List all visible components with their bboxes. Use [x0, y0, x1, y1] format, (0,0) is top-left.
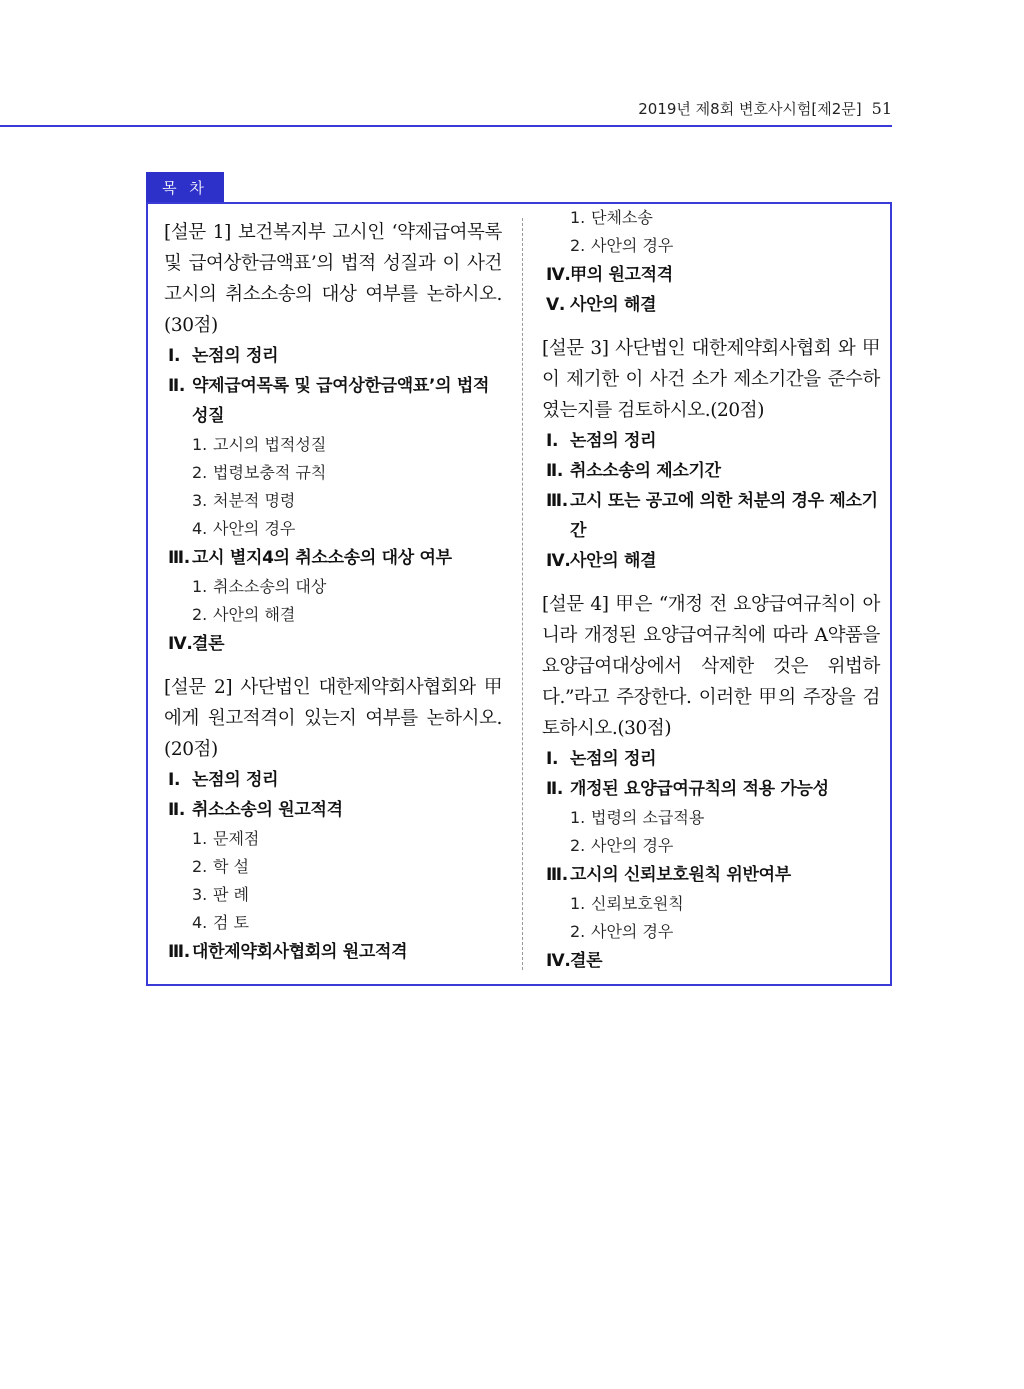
running-header — [0, 98, 892, 119]
toc-number: Ⅲ. — [168, 548, 190, 568]
toc-number: 1. — [192, 577, 208, 596]
toc-number: Ⅲ. — [168, 942, 190, 962]
toc-number: 2. — [192, 605, 208, 624]
toc-number: Ⅱ. — [546, 461, 564, 481]
toc-right-column — [542, 204, 880, 976]
toc-section — [164, 371, 502, 431]
question-heading: [설문 2] 사단법인 대한제약회사협회와 甲에게 원고적격이 있는지 여부를 논하시오.(20점) — [164, 677, 502, 760]
toc-entry-text: 처분적 명령 — [213, 491, 296, 510]
toc-number: 1. — [192, 829, 208, 848]
toc-number: 2. — [192, 463, 208, 482]
toc-entry-text: 결론 — [192, 634, 225, 654]
toc-section — [542, 290, 880, 320]
toc-number: 2. — [570, 836, 586, 855]
toc-label: 목 차 — [146, 172, 224, 203]
toc-subsection — [164, 601, 502, 629]
toc-subsection — [542, 804, 880, 832]
toc-section — [164, 795, 502, 825]
toc-number: Ⅳ. — [546, 265, 571, 285]
toc-entry-text: 논점의 정리 — [192, 346, 279, 366]
toc-entry-text: 고시 별지4의 취소소송의 대상 여부 — [192, 548, 452, 568]
question-heading: [설문 4] 甲은 “개정 전 요양급여규칙이 아니라 개정된 요양급여규칙에 따라 A약품을 요양급여대상에서 삭제한 것은 위법하다.”라고 주장한다. 이러한 甲의 주장을 검토하시오.(30점) — [542, 594, 880, 739]
toc-subsection — [164, 459, 502, 487]
toc-section — [164, 629, 502, 659]
toc-entry-text: 신뢰보호원칙 — [591, 894, 684, 913]
toc-number: Ⅲ. — [546, 865, 568, 885]
toc-number: 4. — [192, 913, 208, 932]
toc-entry-text: 고시 또는 공고에 의한 처분의 경우 제소기간 — [570, 491, 878, 541]
toc-entry-text: 검 토 — [213, 913, 249, 932]
toc-subsection — [164, 909, 502, 937]
toc-number: Ⅰ. — [168, 770, 181, 790]
toc-section — [542, 774, 880, 804]
toc-entry-text: 법령보충적 규칙 — [213, 463, 327, 482]
toc-entry-text: 취소소송의 제소기간 — [570, 461, 721, 481]
toc-entry-text: 단체소송 — [591, 208, 653, 227]
toc-subsection — [542, 918, 880, 946]
toc-section — [542, 546, 880, 576]
toc-entry-text: 취소소송의 원고적격 — [192, 800, 343, 820]
toc-number: Ⅰ. — [546, 749, 559, 769]
toc-left-column — [164, 204, 502, 967]
toc-number: Ⅳ. — [546, 951, 571, 971]
toc-entry-text: 판 례 — [213, 885, 249, 904]
toc-number: 1. — [570, 894, 586, 913]
toc-subsection — [164, 431, 502, 459]
toc-entry-text: 취소소송의 대상 — [213, 577, 327, 596]
toc-number: Ⅳ. — [168, 634, 193, 654]
column-divider — [522, 218, 523, 970]
toc-section — [542, 426, 880, 456]
toc-entry-text: 법령의 소급적용 — [591, 808, 705, 827]
toc-subsection — [164, 853, 502, 881]
toc-entry-text: 고시의 신뢰보호원칙 위반여부 — [570, 865, 791, 885]
toc-number: 1. — [570, 208, 586, 227]
toc-entry-text: 대한제약회사협회의 원고적격 — [192, 942, 408, 962]
toc-box — [146, 202, 892, 986]
toc-entry-text: 결론 — [570, 951, 603, 971]
page-number: 51 — [871, 99, 892, 118]
toc-number: Ⅳ. — [546, 551, 571, 571]
toc-number: Ⅴ. — [546, 295, 566, 315]
question-heading: [설문 1] 보건복지부 고시인 ‘약제급여목록 및 급여상한금액표’의 법적 성질과 이 사건 고시의 취소소송의 대상 여부를 논하시오.(30점) — [164, 222, 502, 336]
toc-entry-text: 사안의 해결 — [570, 551, 657, 571]
toc-entry-text: 개정된 요양급여규칙의 적용 가능성 — [570, 779, 829, 799]
toc-section — [164, 765, 502, 795]
toc-number: Ⅱ. — [168, 800, 186, 820]
question-heading: [설문 3] 사단법인 대한제약회사협회 와 甲이 제기한 이 사건 소가 제소기간을 준수하였는지를 검토하시오.(20점) — [542, 338, 880, 421]
toc-section — [542, 860, 880, 890]
running-title: 2019년 제8회 변호사시험[제2문] — [638, 100, 862, 118]
toc-number: Ⅰ. — [168, 346, 181, 366]
toc-section — [542, 260, 880, 290]
toc-entry-text: 고시의 법적성질 — [213, 435, 327, 454]
toc-number: 3. — [192, 885, 208, 904]
toc-subsection — [164, 881, 502, 909]
toc-number: 1. — [192, 435, 208, 454]
toc-section — [542, 456, 880, 486]
toc-entry-text: 약제급여목록 및 급여상한금액표’의 법적 성질 — [192, 376, 490, 426]
toc-entry-text: 논점의 정리 — [570, 749, 657, 769]
toc-subsection — [164, 487, 502, 515]
toc-section — [542, 486, 880, 546]
toc-number: 2. — [570, 922, 586, 941]
toc-subsection — [542, 204, 880, 232]
toc-entry-text: 사안의 해결 — [213, 605, 296, 624]
toc-number: Ⅱ. — [168, 376, 186, 396]
toc-number: 2. — [192, 857, 208, 876]
toc-entry-text: 문제점 — [213, 829, 260, 848]
toc-entry-text: 사안의 경우 — [213, 519, 296, 538]
toc-entry-text: 논점의 정리 — [192, 770, 279, 790]
toc-subsection — [164, 515, 502, 543]
toc-subsection — [542, 232, 880, 260]
toc-subsection — [164, 573, 502, 601]
toc-entry-text: 사안의 경우 — [591, 236, 674, 255]
toc-number: 1. — [570, 808, 586, 827]
toc-subsection — [164, 825, 502, 853]
toc-subsection — [542, 832, 880, 860]
toc-section — [164, 543, 502, 573]
toc-entry-text: 사안의 해결 — [570, 295, 657, 315]
toc-number: 2. — [570, 236, 586, 255]
toc-number: Ⅱ. — [546, 779, 564, 799]
header-rule — [0, 125, 892, 127]
toc-entry-text: 甲의 원고적격 — [570, 265, 673, 285]
toc-section — [542, 744, 880, 774]
toc-section — [542, 946, 880, 976]
toc-entry-text: 학 설 — [213, 857, 249, 876]
toc-entry-text: 사안의 경우 — [591, 922, 674, 941]
toc-section — [164, 937, 502, 967]
toc-number: 3. — [192, 491, 208, 510]
toc-number: Ⅰ. — [546, 431, 559, 451]
toc-number: 4. — [192, 519, 208, 538]
toc-number: Ⅲ. — [546, 491, 568, 511]
toc-subsection — [542, 890, 880, 918]
toc-section — [164, 341, 502, 371]
toc-entry-text: 논점의 정리 — [570, 431, 657, 451]
toc-entry-text: 사안의 경우 — [591, 836, 674, 855]
